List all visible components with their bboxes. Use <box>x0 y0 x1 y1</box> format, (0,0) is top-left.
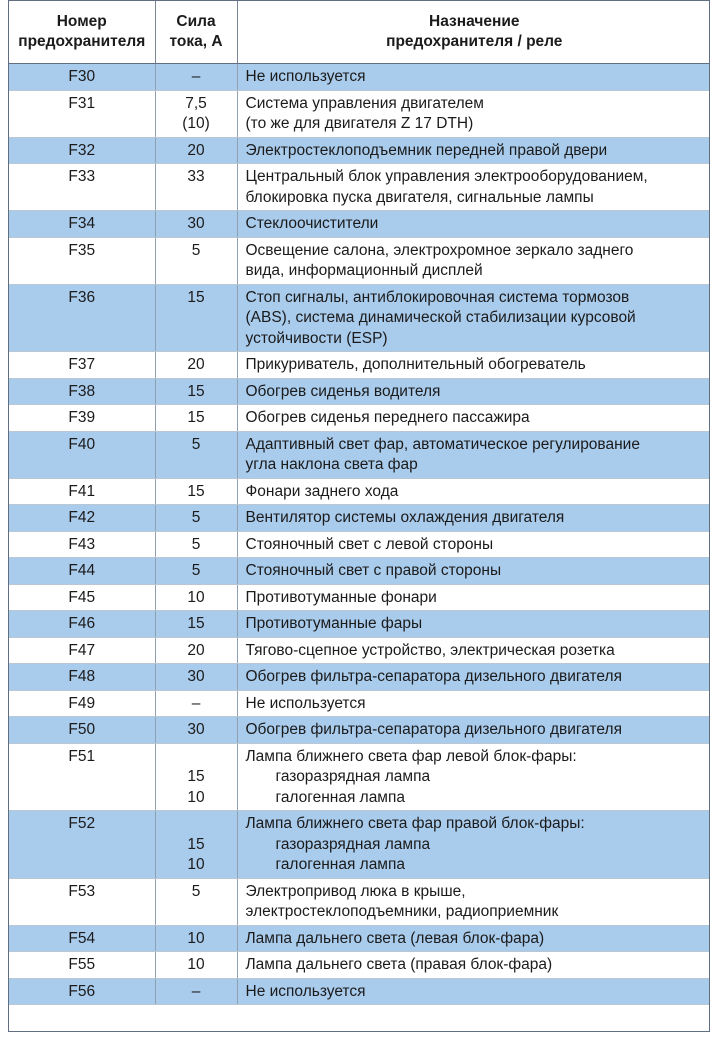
fuse-number: F34 <box>9 211 155 238</box>
table-row <box>9 664 710 691</box>
fuse-number: F42 <box>9 505 155 532</box>
fuse-current: 33 <box>155 164 237 211</box>
fuse-number: F55 <box>9 952 155 979</box>
header-purpose: Назначение предохранителя / реле <box>237 1 710 64</box>
fuse-current: 5 <box>155 531 237 558</box>
fuse-purpose: Электростеклоподъемник передней правой двери <box>237 137 710 164</box>
fuse-number: F56 <box>9 978 155 1005</box>
fuse-number: F41 <box>9 478 155 505</box>
fuse-number: F38 <box>9 378 155 405</box>
fuse-purpose: Стеклоочистители <box>237 211 710 238</box>
fuse-number: F30 <box>9 64 155 91</box>
table-row <box>9 743 710 811</box>
fuse-number: F48 <box>9 664 155 691</box>
table-row <box>9 64 710 91</box>
fuse-purpose: Стояночный свет с левой стороны <box>237 531 710 558</box>
fuse-purpose: Лампа ближнего света фар левой блок-фары: газоразрядная лампа галогенная лампа <box>237 743 710 811</box>
table-row <box>9 284 710 352</box>
fuse-purpose: Тягово-сцепное устройство, электрическая розетка <box>237 637 710 664</box>
table-row <box>9 505 710 532</box>
fuse-purpose: Обогрев сиденья водителя <box>237 378 710 405</box>
fuse-number: F31 <box>9 90 155 137</box>
fuse-number: F36 <box>9 284 155 352</box>
table-row <box>9 378 710 405</box>
fuse-purpose: Противотуманные фары <box>237 611 710 638</box>
fuse-purpose: Противотуманные фонари <box>237 584 710 611</box>
fuse-current: 5 <box>155 237 237 284</box>
table-row <box>9 237 710 284</box>
fuse-current: 5 <box>155 431 237 478</box>
fuse-current: 30 <box>155 717 237 744</box>
fuse-purpose: Лампа дальнего света (правая блок-фара) <box>237 952 710 979</box>
fuse-number: F53 <box>9 878 155 925</box>
table-row <box>9 164 710 211</box>
fuse-number: F44 <box>9 558 155 585</box>
fuse-purpose: Фонари заднего хода <box>237 478 710 505</box>
fuse-current: 10 <box>155 952 237 979</box>
fuse-current: 20 <box>155 352 237 379</box>
fuse-purpose: Лампа ближнего света фар правой блок-фары: газоразрядная лампа галогенная лампа <box>237 811 710 879</box>
fuse-purpose: Обогрев сиденья переднего пассажира <box>237 405 710 432</box>
table-row <box>9 878 710 925</box>
fuse-number: F32 <box>9 137 155 164</box>
fuse-number: F35 <box>9 237 155 284</box>
header-current: Сила тока, А <box>155 1 237 64</box>
fuse-number: F51 <box>9 743 155 811</box>
table-row <box>9 431 710 478</box>
fuse-current: 30 <box>155 211 237 238</box>
fuse-current: 15 <box>155 611 237 638</box>
table-row <box>9 717 710 744</box>
table-row <box>9 637 710 664</box>
fuse-current: 10 <box>155 925 237 952</box>
fuse-number: F52 <box>9 811 155 879</box>
fuse-purpose: Не используется <box>237 978 710 1005</box>
table-header-row <box>9 1 710 64</box>
fuse-purpose: Не используется <box>237 64 710 91</box>
fuse-current: 7,5 (10) <box>155 90 237 137</box>
fuse-current: 20 <box>155 137 237 164</box>
fuse-purpose: Стояночный свет с правой стороны <box>237 558 710 585</box>
table-row <box>9 90 710 137</box>
fuse-number: F46 <box>9 611 155 638</box>
table-row <box>9 584 710 611</box>
fuse-current: 5 <box>155 558 237 585</box>
table-row <box>9 211 710 238</box>
table-row <box>9 558 710 585</box>
table-row <box>9 925 710 952</box>
fuse-number: F47 <box>9 637 155 664</box>
fuse-current: 15 10 <box>155 743 237 811</box>
table-row <box>9 611 710 638</box>
table-row <box>9 352 710 379</box>
fuse-purpose: Лампа дальнего света (левая блок-фара) <box>237 925 710 952</box>
table-row <box>9 405 710 432</box>
fuse-number: F54 <box>9 925 155 952</box>
fuse-purpose: Адаптивный свет фар, автоматическое регулирование угла наклона света фар <box>237 431 710 478</box>
fuse-purpose: Система управления двигателем (то же для двигателя Z 17 DTH) <box>237 90 710 137</box>
fuse-current: 15 <box>155 284 237 352</box>
fuse-number: F39 <box>9 405 155 432</box>
fuse-number: F45 <box>9 584 155 611</box>
fuse-number: F50 <box>9 717 155 744</box>
fuse-number: F43 <box>9 531 155 558</box>
fuse-purpose: Обогрев фильтра-сепаратора дизельного двигателя <box>237 717 710 744</box>
table-row <box>9 690 710 717</box>
fuse-current: 15 <box>155 478 237 505</box>
fuse-current: 5 <box>155 878 237 925</box>
fuse-number: F33 <box>9 164 155 211</box>
fuse-purpose: Не используется <box>237 690 710 717</box>
table-row <box>9 137 710 164</box>
fuse-purpose: Прикуриватель, дополнительный обогреватель <box>237 352 710 379</box>
fuse-number: F40 <box>9 431 155 478</box>
fuse-current: 20 <box>155 637 237 664</box>
fuse-current: 15 10 <box>155 811 237 879</box>
fuse-purpose: Центральный блок управления электрооборудованием, блокировка пуска двигателя, сигнальные лампы <box>237 164 710 211</box>
fuse-current: 15 <box>155 378 237 405</box>
table-row <box>9 478 710 505</box>
fuse-current: – <box>155 690 237 717</box>
fuse-purpose: Освещение салона, электрохромное зеркало заднего вида, информационный дисплей <box>237 237 710 284</box>
fuse-current: 5 <box>155 505 237 532</box>
fuse-current: 10 <box>155 584 237 611</box>
fuse-purpose: Стоп сигналы, антиблокировочная система тормозов (ABS), система динамической стабилизации курсовой устойчивости (ESP) <box>237 284 710 352</box>
fuse-table <box>9 1 710 1005</box>
table-row <box>9 531 710 558</box>
fuse-number: F49 <box>9 690 155 717</box>
table-row <box>9 978 710 1005</box>
fuse-table-sheet <box>8 0 710 1032</box>
fuse-current: 30 <box>155 664 237 691</box>
header-fuse-number: Номер предохранителя <box>9 1 155 64</box>
table-row <box>9 952 710 979</box>
fuse-current: – <box>155 64 237 91</box>
fuse-current: 15 <box>155 405 237 432</box>
fuse-current: – <box>155 978 237 1005</box>
fuse-purpose: Вентилятор системы охлаждения двигателя <box>237 505 710 532</box>
table-row <box>9 811 710 879</box>
fuse-purpose: Обогрев фильтра-сепаратора дизельного двигателя <box>237 664 710 691</box>
fuse-purpose: Электропривод люка в крыше, электростеклоподъемники, радиоприемник <box>237 878 710 925</box>
fuse-number: F37 <box>9 352 155 379</box>
